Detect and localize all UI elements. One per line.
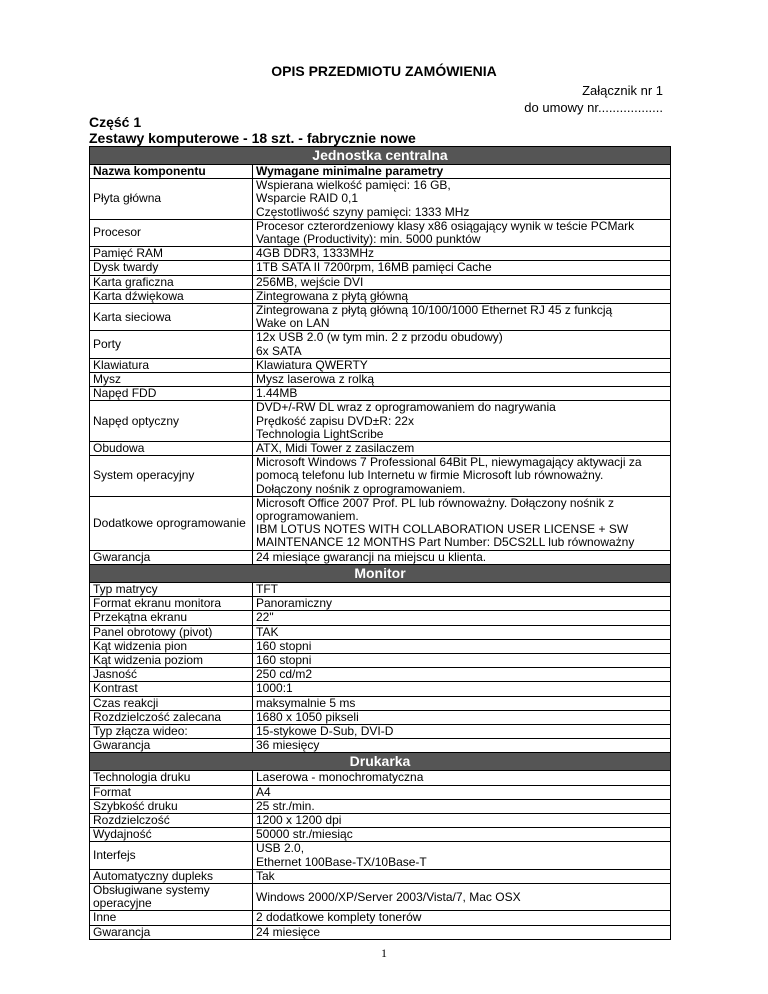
parameter-line: Procesor czterordzeniowy klasy x86 osiągający wynik w teście PCMark	[256, 218, 635, 233]
group-header: Monitor	[90, 564, 671, 582]
parameter-line: Mysz laserowa z rolką	[256, 372, 375, 387]
table-row	[90, 696, 671, 710]
component-parameters	[253, 771, 671, 785]
parameter-line: 160 stopni	[256, 638, 312, 653]
parameter-line: 24 miesięce	[256, 924, 321, 939]
component-name: Dodatkowe oprogramowanie	[90, 496, 253, 550]
component-name: Format ekranu monitora	[90, 597, 253, 611]
component-name: Płyta główna	[90, 179, 253, 220]
parameter-line: Zintegrowana z płytą główną 10/100/1000 Ethernet RJ 45 z funkcją	[256, 303, 613, 318]
component-name: Klawiatura	[90, 358, 253, 372]
table-row	[90, 582, 671, 596]
column-header: Wymagane minimalne parametry	[253, 165, 671, 179]
parameter-line: 4GB DDR3, 1333MHz	[256, 246, 375, 261]
parameter-line: 15-stykowe D-Sub, DVI-D	[256, 723, 394, 738]
component-name: Karta graficzna	[90, 275, 253, 289]
component-parameters	[253, 911, 671, 925]
column-header: Nazwa komponentu	[90, 165, 253, 179]
component-parameters	[253, 696, 671, 710]
component-parameters	[253, 611, 671, 625]
parameter-line: Laserowa - monochromatyczna	[256, 770, 424, 785]
page-title: OPIS PRZEDMIOTU ZAMÓWIENIA	[271, 63, 497, 79]
parameter-line: 50000 str./miesiąc	[256, 827, 353, 842]
component-name: Typ matrycy	[90, 582, 253, 596]
parameter-line: Wake on LAN	[256, 316, 330, 331]
component-name: Interfejs	[90, 842, 253, 869]
table-row	[90, 261, 671, 275]
component-parameters	[253, 304, 671, 331]
component-parameters	[253, 869, 671, 883]
component-parameters	[253, 275, 671, 289]
table-row	[90, 401, 671, 442]
column-header-row	[90, 165, 671, 179]
contract-number: do umowy nr..................	[524, 100, 663, 115]
component-name: Czas reakcji	[90, 696, 253, 710]
component-parameters	[253, 219, 671, 246]
component-parameters	[253, 828, 671, 842]
component-name: Obudowa	[90, 442, 253, 456]
component-name: Pamięć RAM	[90, 247, 253, 261]
parameter-line: Tak	[256, 868, 275, 883]
component-name: Gwarancja	[90, 739, 253, 753]
component-parameters	[253, 724, 671, 738]
table-row	[90, 456, 671, 497]
component-name: Jasność	[90, 668, 253, 682]
component-name: Napęd FDD	[90, 387, 253, 401]
parameter-line: USB 2.0,	[256, 841, 305, 856]
component-parameters	[253, 653, 671, 667]
parameter-line: Vantage (Productivity): min. 5000 punktów	[256, 232, 481, 247]
parameter-line: oprogramowaniem.	[256, 509, 359, 524]
page-number: 1	[381, 946, 387, 960]
parameter-line: 250 cd/m2	[256, 667, 313, 682]
table-row	[90, 179, 671, 220]
parameter-line: TAK	[256, 624, 279, 639]
table-row	[90, 842, 671, 869]
component-parameters	[253, 179, 671, 220]
parameter-line: 24 miesiące gwarancji na miejscu u klienta.	[256, 549, 487, 564]
table-row	[90, 653, 671, 667]
component-parameters	[253, 785, 671, 799]
table-row	[90, 883, 671, 910]
parameter-line: Zintegrowana z płytą główną	[256, 288, 409, 303]
table-row	[90, 799, 671, 813]
parameter-line: Windows 2000/XP/Server 2003/Vista/7, Mac OSX	[256, 889, 521, 904]
parameter-line: DVD+/-RW DL wraz z oprogramowaniem do nagrywania	[256, 400, 556, 415]
component-name: Rozdzielczość	[90, 813, 253, 827]
parameter-line: Microsoft Office 2007 Prof. PL lub równoważny. Dołączony nośnik z	[256, 495, 614, 510]
table-row	[90, 304, 671, 331]
parameter-line: 1680 x 1050 pikseli	[256, 709, 359, 724]
table-row	[90, 496, 671, 550]
component-name: Gwarancja	[90, 925, 253, 939]
component-name: Szybkość druku	[90, 799, 253, 813]
parameter-line: 25 str./min.	[256, 798, 315, 813]
component-parameters	[253, 668, 671, 682]
group-header: Jednostka centralna	[90, 147, 671, 165]
component-parameters	[253, 597, 671, 611]
parameter-line: Technologia LightScribe	[256, 426, 384, 441]
component-name: Typ złącza wideo:	[90, 724, 253, 738]
table-row	[90, 247, 671, 261]
component-parameters	[253, 289, 671, 303]
table-row	[90, 550, 671, 564]
table-row	[90, 611, 671, 625]
component-name: Obsługiwane systemy operacyjne	[90, 883, 253, 910]
component-parameters	[253, 373, 671, 387]
table-row	[90, 869, 671, 883]
component-name: Dysk twardy	[90, 261, 253, 275]
table-row	[90, 442, 671, 456]
component-parameters	[253, 625, 671, 639]
table-row	[90, 911, 671, 925]
table-row	[90, 358, 671, 372]
component-name: Przekątna ekranu	[90, 611, 253, 625]
table-row	[90, 625, 671, 639]
table-row	[90, 639, 671, 653]
component-name: Karta sieciowa	[90, 304, 253, 331]
component-parameters	[253, 550, 671, 564]
spec-table	[89, 146, 671, 940]
parameter-line: 1000:1	[256, 681, 293, 696]
parameter-line: Klawiatura QWERTY	[256, 357, 368, 372]
component-parameters	[253, 813, 671, 827]
section-subtitle: Zestawy komputerowe - 18 szt. - fabrycznie nowe	[89, 130, 416, 146]
table-row	[90, 724, 671, 738]
component-parameters	[253, 883, 671, 910]
component-name: Wydajność	[90, 828, 253, 842]
component-parameters	[253, 496, 671, 550]
table-row	[90, 828, 671, 842]
component-parameters	[253, 639, 671, 653]
group-header-row	[90, 564, 671, 582]
component-name: Karta dźwiękowa	[90, 289, 253, 303]
group-header-row	[90, 753, 671, 771]
component-parameters	[253, 710, 671, 724]
parameter-line: pomocą telefonu lub Internetu w firmie Microsoft lub równoważny.	[256, 468, 604, 483]
component-parameters	[253, 739, 671, 753]
table-row	[90, 597, 671, 611]
group-header-row	[90, 147, 671, 165]
component-name: Mysz	[90, 373, 253, 387]
component-name: Procesor	[90, 219, 253, 246]
table-row	[90, 331, 671, 358]
parameter-line: Panoramiczny	[256, 596, 333, 611]
parameter-line: Prędkość zapisu DVD±R: 22x	[256, 413, 414, 428]
parameter-line: 2 dodatkowe komplety tonerów	[256, 910, 422, 925]
parameter-line: 12x USB 2.0 (w tym min. 2 z przodu obudowy)	[256, 330, 503, 345]
parameter-line: Dołączony nośnik z oprogramowaniem.	[256, 481, 466, 496]
component-parameters	[253, 582, 671, 596]
parameter-line: Częstotliwość szyny pamięci: 1333 MHz	[256, 204, 470, 219]
table-row	[90, 387, 671, 401]
component-parameters	[253, 331, 671, 358]
component-parameters	[253, 682, 671, 696]
table-row	[90, 785, 671, 799]
parameter-line: 1.44MB	[256, 386, 298, 401]
parameter-line: Wspierana wielkość pamięci: 16 GB,	[256, 178, 451, 193]
parameter-line: 1TB SATA II 7200rpm, 16MB pamięci Cache	[256, 260, 492, 275]
annex-reference	[524, 82, 663, 116]
table-row	[90, 771, 671, 785]
table-row	[90, 219, 671, 246]
component-name: Napęd optyczny	[90, 401, 253, 442]
parameter-line: 256MB, wejście DVI	[256, 274, 364, 289]
component-parameters	[253, 247, 671, 261]
parameter-line: MAINTENANCE 12 MONTHS Part Number: D5CS2LL lub równoważny	[256, 535, 635, 550]
component-parameters	[253, 456, 671, 497]
component-name: Format	[90, 785, 253, 799]
parameter-line: maksymalnie 5 ms	[256, 695, 356, 710]
parameter-line: IBM LOTUS NOTES WITH COLLABORATION USER LICENSE + SW	[256, 522, 629, 537]
section-heading	[89, 114, 416, 146]
parameter-line: Ethernet 100Base-TX/10Base-T	[256, 854, 427, 869]
component-parameters	[253, 387, 671, 401]
component-parameters	[253, 925, 671, 939]
annex-number: Załącznik nr 1	[582, 83, 663, 98]
component-name: Porty	[90, 331, 253, 358]
component-name: Kąt widzenia pion	[90, 639, 253, 653]
component-name: Inne	[90, 911, 253, 925]
component-parameters	[253, 442, 671, 456]
group-header: Drukarka	[90, 753, 671, 771]
parameter-line: TFT	[256, 581, 278, 596]
table-row	[90, 275, 671, 289]
table-row	[90, 682, 671, 696]
table-row	[90, 373, 671, 387]
parameter-line: 6x SATA	[256, 343, 302, 358]
component-name: System operacyjny	[90, 456, 253, 497]
component-parameters	[253, 401, 671, 442]
parameter-line: 36 miesięcy	[256, 738, 320, 753]
parameter-line: 160 stopni	[256, 652, 312, 667]
component-name: Kontrast	[90, 682, 253, 696]
component-parameters	[253, 358, 671, 372]
component-name: Kąt widzenia poziom	[90, 653, 253, 667]
table-row	[90, 813, 671, 827]
component-name: Gwarancja	[90, 550, 253, 564]
parameter-line: ATX, Midi Tower z zasilaczem	[256, 441, 415, 456]
parameter-line: 1200 x 1200 dpi	[256, 812, 342, 827]
table-row	[90, 289, 671, 303]
table-row	[90, 739, 671, 753]
component-parameters	[253, 842, 671, 869]
component-name: Technologia druku	[90, 771, 253, 785]
parameter-line: Wsparcie RAID 0,1	[256, 191, 359, 206]
section-part: Część 1	[89, 114, 142, 130]
component-name: Automatyczny dupleks	[90, 869, 253, 883]
component-name: Rozdzielczość zalecana	[90, 710, 253, 724]
table-row	[90, 668, 671, 682]
component-name: Panel obrotowy (pivot)	[90, 625, 253, 639]
table-row	[90, 710, 671, 724]
component-parameters	[253, 799, 671, 813]
component-parameters	[253, 261, 671, 275]
parameter-line: Microsoft Windows 7 Professional 64Bit PL, niewymagający aktywacji za	[256, 455, 642, 470]
parameter-line: 22"	[256, 610, 274, 625]
table-row	[90, 925, 671, 939]
parameter-line: A4	[256, 784, 271, 799]
